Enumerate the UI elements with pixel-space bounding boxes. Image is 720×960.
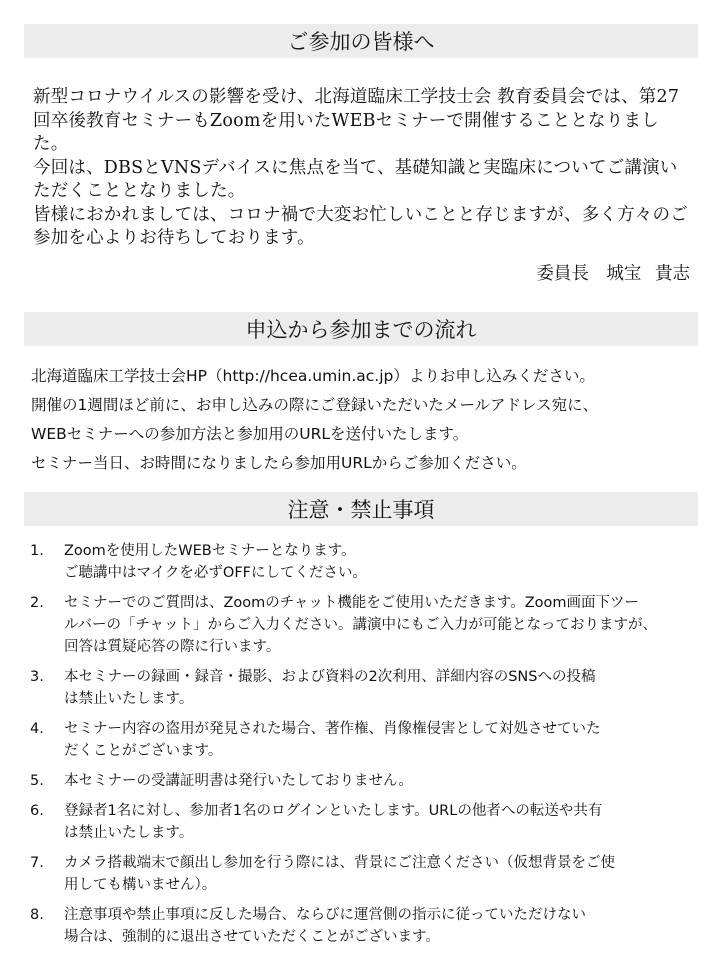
notice-number: 6.: [30, 803, 44, 819]
notice-item: [30, 852, 702, 896]
flow-step: 北海道臨床工学技士会HP（http://hcea.umin.ac.jp）よりお申し込みください。: [31, 367, 595, 385]
notice-text: [64, 718, 702, 762]
chairperson-signature: 委員長 城宝 貴志: [536, 264, 690, 284]
section-heading-flow: 申込から参加までの流れ: [24, 312, 698, 346]
greeting-paragraph: 今回は、DBSとVNSデバイスに焦点を当て、基礎知識と実臨床についてご講演いただくこととなりました。: [33, 157, 678, 201]
notice-text: [64, 592, 702, 658]
notice-item: [30, 592, 702, 658]
notice-line: カメラ搭載端末で顔出し参加を行う際には、背景にご注意ください（仮想背景をご使: [64, 855, 615, 871]
notice-number: 1.: [30, 543, 44, 559]
flow-step: WEBセミナーへの参加方法と参加用のURLを送付いたします。: [31, 425, 469, 443]
section-heading-notices: 注意・禁止事項: [24, 492, 698, 526]
notice-item: [30, 540, 702, 584]
notice-line: 本セミナーの受講証明書は発行いたしておりません。: [64, 773, 413, 789]
notice-line: 用しても構いません）。: [64, 877, 217, 893]
greeting-paragraph: 新型コロナウイルスの影響を受け、北海道臨床工学技士会 教育委員会では、第27回卒後教育セミナーもZoomを用いたWEBセミナーで開催することとなりました。: [33, 87, 680, 154]
notice-line: は禁止いたします。: [64, 691, 194, 707]
registration-flow: [31, 362, 701, 478]
notice-item: [30, 666, 702, 710]
notice-line: ルバーの「チャット」からご入力ください。講演中にもご入力が可能となっておりますが、: [64, 617, 658, 633]
notice-line: 回答は質疑応答の際に行います。: [64, 639, 281, 655]
notice-item: [30, 718, 702, 762]
notice-line: 本セミナーの録画・録音・撮影、および資料の2次利用、詳細内容のSNSへの投稿: [64, 669, 596, 685]
notice-text: [64, 904, 702, 948]
notice-number: 3.: [30, 669, 44, 685]
greeting-paragraph: 皆様におかれましては、コロナ禍で大変お忙しいことと存じますが、多く方々のご参加を心よりお待ちしております。: [33, 204, 688, 248]
notice-text: [64, 666, 702, 710]
notice-number: 5.: [30, 773, 44, 789]
notice-item: [30, 770, 702, 792]
notice-item: [30, 904, 702, 948]
section-heading-greeting: ご参加の皆様へ: [24, 24, 698, 58]
flow-step: セミナー当日、お時間になりましたら参加用URLからご参加ください。: [31, 454, 527, 472]
notice-number: 8.: [30, 907, 44, 923]
notice-line: セミナーでのご質問は、Zoomのチャット機能をご使用いただきます。Zoom画面下ツー: [64, 595, 640, 611]
notice-line: Zoomを使用したWEBセミナーとなります。: [64, 543, 356, 559]
notice-line: 登録者1名に対し、参加者1名のログインといたします。URLの他者への転送や共有: [64, 803, 603, 819]
notice-text: [64, 770, 702, 792]
notice-line: は禁止いたします。: [64, 825, 194, 841]
notice-line: ご聴講中はマイクを必ずOFFにしてください。: [64, 565, 368, 581]
notice-number: 7.: [30, 855, 44, 871]
notice-text: [64, 540, 702, 584]
notice-text: [64, 800, 702, 844]
notice-line: 場合は、強制的に退出させていただくことがございます。: [64, 929, 440, 945]
notice-line: だくことがございます。: [64, 743, 223, 759]
notice-item: [30, 800, 702, 844]
flow-step: 開催の1週間ほど前に、お申し込みの際にご登録いただいたメールアドレス宛に、: [31, 396, 599, 414]
greeting-body: [33, 86, 693, 251]
notice-list: [30, 540, 702, 956]
notice-number: 2.: [30, 595, 44, 611]
notice-line: 注意事項や禁止事項に反した場合、ならびに運営側の指示に従っていただけない: [64, 907, 586, 923]
notice-text: [64, 852, 702, 896]
notice-line: セミナー内容の盗用が発見された場合、著作権、肖像権侵害として対処させていた: [64, 721, 601, 737]
notice-number: 4.: [30, 721, 44, 737]
